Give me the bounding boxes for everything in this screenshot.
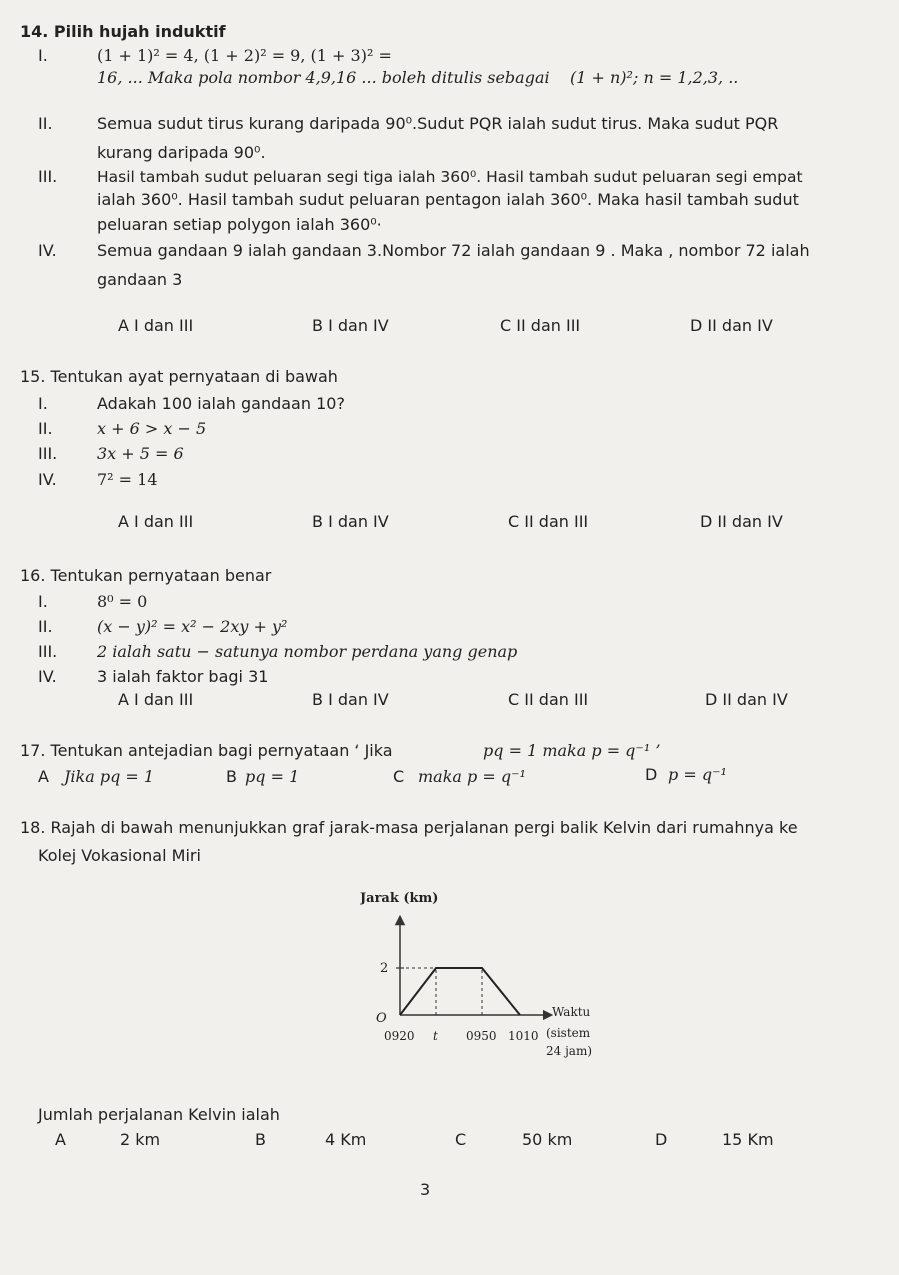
q16-i-text: 8⁰ = 0 [97,592,148,611]
q18-option-c[interactable]: 50 km [522,1130,573,1149]
q16-iv-label: IV. [38,667,57,686]
q18-title-line1: 18. Rajah di bawah menunjukkan graf jarak-masa perjalanan pergi balik Kelvin dari rumahnya ke [20,818,798,837]
q15-iv-label: IV. [38,470,57,489]
q15-iv-text: 7² = 14 [97,470,158,489]
q17-option-c[interactable]: maka p = q⁻¹ [418,767,526,786]
q14-option-c[interactable]: C II dan III [500,316,581,335]
q17-title-b: pq = 1 maka p = q⁻¹ ’ [483,741,661,760]
q14-iv-label: IV. [38,241,57,260]
q18-option-c-letter[interactable]: C [455,1130,467,1149]
q17-option-a-letter[interactable]: A [38,767,49,786]
x-tick-t: t [433,1029,438,1043]
q14-option-d[interactable]: D II dan IV [690,316,773,335]
q14-iv-line2: gandaan 3 [97,270,183,289]
q15-ii-text: x + 6 > x − 5 [97,419,207,438]
x-axis-title-line2: (sistem [546,1026,591,1040]
q14-option-b[interactable]: B I dan IV [312,316,389,335]
q14-iv-line1: Semua gandaan 9 ialah gandaan 3.Nombor 72 ialah gandaan 9 . Maka , nombor 72 ialah [97,241,810,260]
q18-option-d[interactable]: 15 Km [722,1130,774,1149]
q16-ii-text: (x − y)² = x² − 2xy + y² [97,617,288,636]
q15-i-text: Adakah 100 ialah gandaan 10? [97,394,345,413]
q14-i-line1: (1 + 1)² = 4, (1 + 2)² = 9, (1 + 3)² = [97,46,392,65]
q17-option-c-letter[interactable]: C [393,767,405,786]
q16-iv-text: 3 ialah faktor bagi 31 [97,667,269,686]
distance-series-line [400,968,520,1015]
q14-i-label: I. [38,46,48,65]
q14-i-line2a: 16, ... Maka pola nombor 4,9,16 ... boleh ditulis sebagai [97,68,550,87]
q18-option-a-letter[interactable]: A [55,1130,66,1149]
q14-iii-label: III. [38,167,58,186]
q16-option-a[interactable]: A I dan III [118,690,194,709]
q15-option-a[interactable]: A I dan III [118,512,194,531]
q18-option-b[interactable]: 4 Km [325,1130,367,1149]
q18-option-a[interactable]: 2 km [120,1130,161,1149]
q14-ii-line2: kurang daripada 90⁰. [97,143,266,162]
q15-option-b[interactable]: B I dan IV [312,512,389,531]
q14-option-a[interactable]: A I dan III [118,316,194,335]
origin-label: O [376,1011,387,1026]
q18-question: Jumlah perjalanan Kelvin ialah [38,1105,280,1124]
q16-i-label: I. [38,592,48,611]
x-tick-1010: 1010 [508,1029,539,1043]
q18-title-line2: Kolej Vokasional Miri [38,846,201,865]
q17-option-d[interactable]: p = q⁻¹ [668,765,727,784]
q15-i-label: I. [38,394,48,413]
q16-option-b[interactable]: B I dan IV [312,690,389,709]
q14-iii-line1: Hasil tambah sudut peluaran segi tiga ialah 360⁰. Hasil tambah sudut peluaran segi empat [97,168,803,186]
q14-ii-line1: Semua sudut tirus kurang daripada 90⁰.Sudut PQR ialah sudut tirus. Maka sudut PQR [97,114,779,133]
q14-title: 14. Pilih hujah induktif [20,22,226,41]
q15-option-d[interactable]: D II dan IV [700,512,783,531]
q15-title: 15. Tentukan ayat pernyataan di bawah [20,367,338,386]
x-axis-title-line3: 24 jam) [546,1044,593,1058]
y-axis-title: Jarak (km) [360,891,439,906]
y-tick-label-2: 2 [380,961,389,976]
q15-ii-label: II. [38,419,53,438]
q16-iii-label: III. [38,642,58,661]
q17-option-b[interactable]: pq = 1 [245,767,300,786]
q16-option-c[interactable]: C II dan III [508,690,589,709]
q14-iii-line2: ialah 360⁰. Hasil tambah sudut peluaran pentagon ialah 360⁰. Maka hasil tambah sudut [97,190,799,209]
q18-option-b-letter[interactable]: B [255,1130,266,1149]
x-tick-0950: 0950 [466,1029,497,1043]
page-number: 3 [420,1180,431,1199]
q16-option-d[interactable]: D II dan IV [705,690,788,709]
q17-option-d-letter[interactable]: D [645,765,658,784]
q17-option-a[interactable]: Jika pq = 1 [64,767,155,786]
q14-i-line2b: (1 + n)²; n = 1,2,3, .. [570,68,739,87]
x-axis-title-line1: Waktu [552,1005,591,1019]
x-tick-0920: 0920 [384,1029,415,1043]
q16-title: 16. Tentukan pernyataan benar [20,566,272,585]
q14-ii-label: II. [38,114,53,133]
q15-iii-text: 3x + 5 = 6 [97,444,184,463]
q18-option-d-letter[interactable]: D [655,1130,668,1149]
q14-iii-line3: peluaran setiap polygon ialah 360⁰· [97,215,382,234]
q17-title-a: 17. Tentukan antejadian bagi pernyataan ‘ Jika [20,741,393,760]
q15-iii-label: III. [38,444,58,463]
q16-ii-label: II. [38,617,53,636]
distance-time-chart [360,880,620,1095]
q16-iii-text: 2 ialah satu − satunya nombor perdana yang genap [97,642,518,661]
q15-option-c[interactable]: C II dan III [508,512,589,531]
q17-option-b-letter[interactable]: B [226,767,237,786]
